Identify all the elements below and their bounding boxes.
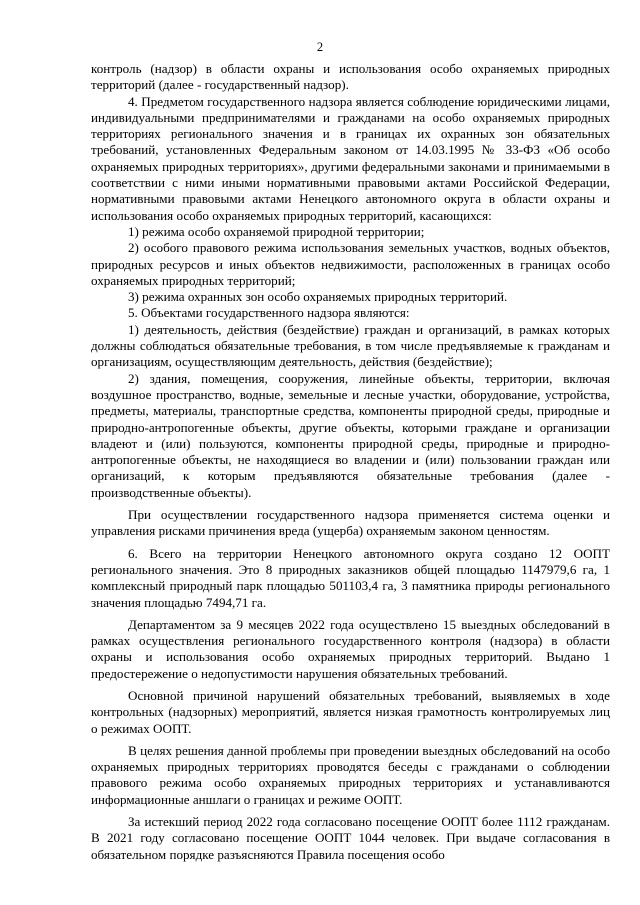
paragraph-4-item-1: 1) режима особо охраняемой природной территории; <box>128 223 425 239</box>
paragraph-inspections: Департаментом за 9 месяцев 2022 года осуществлено 15 выездных обследований в рамках осуществления регионального государственного контроля (надзора) в области охраны и использования особо охраняемых природных территорий. Выдано 1 предостережение о недопустимости нарушения обязательных требований. <box>91 616 610 681</box>
paragraph-4-subject: 4. Предметом государственного надзора является соблюдение юридическими лицами, индивидуальными предпринимателями и гражданами на особо охраняемых природных территориях регионального значения и в границах их охранных зон обязательных требований, установленных Федеральным законом от 14.03.1995 № 33-ФЗ «Об особо охраняемых природных территориях», другими федеральными законами и принимаемыми в соответствии с ними иными нормативными правовыми актами Российской Федерации, нормативными правовыми актами Ненецкого автономного округа в области охраны и использования особо охраняемых природных территорий, касающихся: <box>91 93 610 223</box>
page-number: 2 <box>316 40 324 54</box>
paragraph-5-item-2: 2) здания, помещения, сооружения, линейные объекты, территории, включая воздушное пространство, водные, земельные и лесные участки, оборудование, устройства, предметы, материалы, транспортные средства, компоненты природной среды, природные и природно-антропогенные объекты, другие объекты, которыми граждане и организации владеют и (или) пользуются, компоненты природной среды, природные и природно-антропогенные объекты, не находящиеся во владении и (или) пользовании граждан или организаций, к которым предъявляются обязательные требования (далее - производственные объекты). <box>91 370 610 500</box>
paragraph-5-item-1: 1) деятельность, действия (бездействие) граждан и организаций, в рамках которых должны соблюдаться обязательные требования, в том числе предъявляемые к гражданам и организациям, осуществляющим деятельность, действия (бездействие); <box>91 321 610 370</box>
paragraph-4-item-2: 2) особого правового режима использования земельных участков, водных объектов, природных ресурсов и иных объектов недвижимости, расположенных в границах особо охраняемых природных территорий; <box>91 240 610 288</box>
paragraph-violation-causes: Основной причиной нарушений обязательных требований, выявляемых в ходе контрольных (надзорных) мероприятий, является низкая грамотность контролируемых лиц о режимах ООПТ. <box>91 687 610 736</box>
paragraph-4-item-3: 3) режима охранных зон особо охраняемых природных территорий. <box>128 289 508 305</box>
paragraph-visits: За истекший период 2022 года согласовано посещение ООПТ более 1112 гражданам. В 2021 году согласовано посещение ООПТ 1044 человек. При выдаче согласования в обязательном порядке разъясняются Правила посещения особо <box>91 814 610 862</box>
paragraph-risk-management: При осуществлении государственного надзора применяется система оценки и управления рисками причинения вреда (ущерба) охраняемым законом ценностям. <box>91 507 610 539</box>
paragraph-supervision-definition: контроль (надзор) в области охраны и использования особо охраняемых природных территорий (далее - государственный надзор). <box>91 61 610 93</box>
paragraph-6-oopt-count: 6. Всего на территории Ненецкого автономного округа создано 12 ООПТ регионального значения. Это 8 природных заказников общей площадью 1147979,6 га, 1 комплексный природный парк площадью 501103,4 га, 3 памятника природы регионального значения площадью 7494,71 га. <box>91 545 610 610</box>
body-text <box>91 61 610 863</box>
paragraph-5-objects: 5. Объектами государственного надзора являются: <box>128 305 410 321</box>
paragraph-solutions: В целях решения данной проблемы при проведении выездных обследований на особо охраняемых природных территориях проводятся беседы с гражданами о соблюдении правового режима особо охраняемых природных территориях и устанавливаются информационные аншлаги о границах и режиме ООПТ. <box>91 742 610 807</box>
